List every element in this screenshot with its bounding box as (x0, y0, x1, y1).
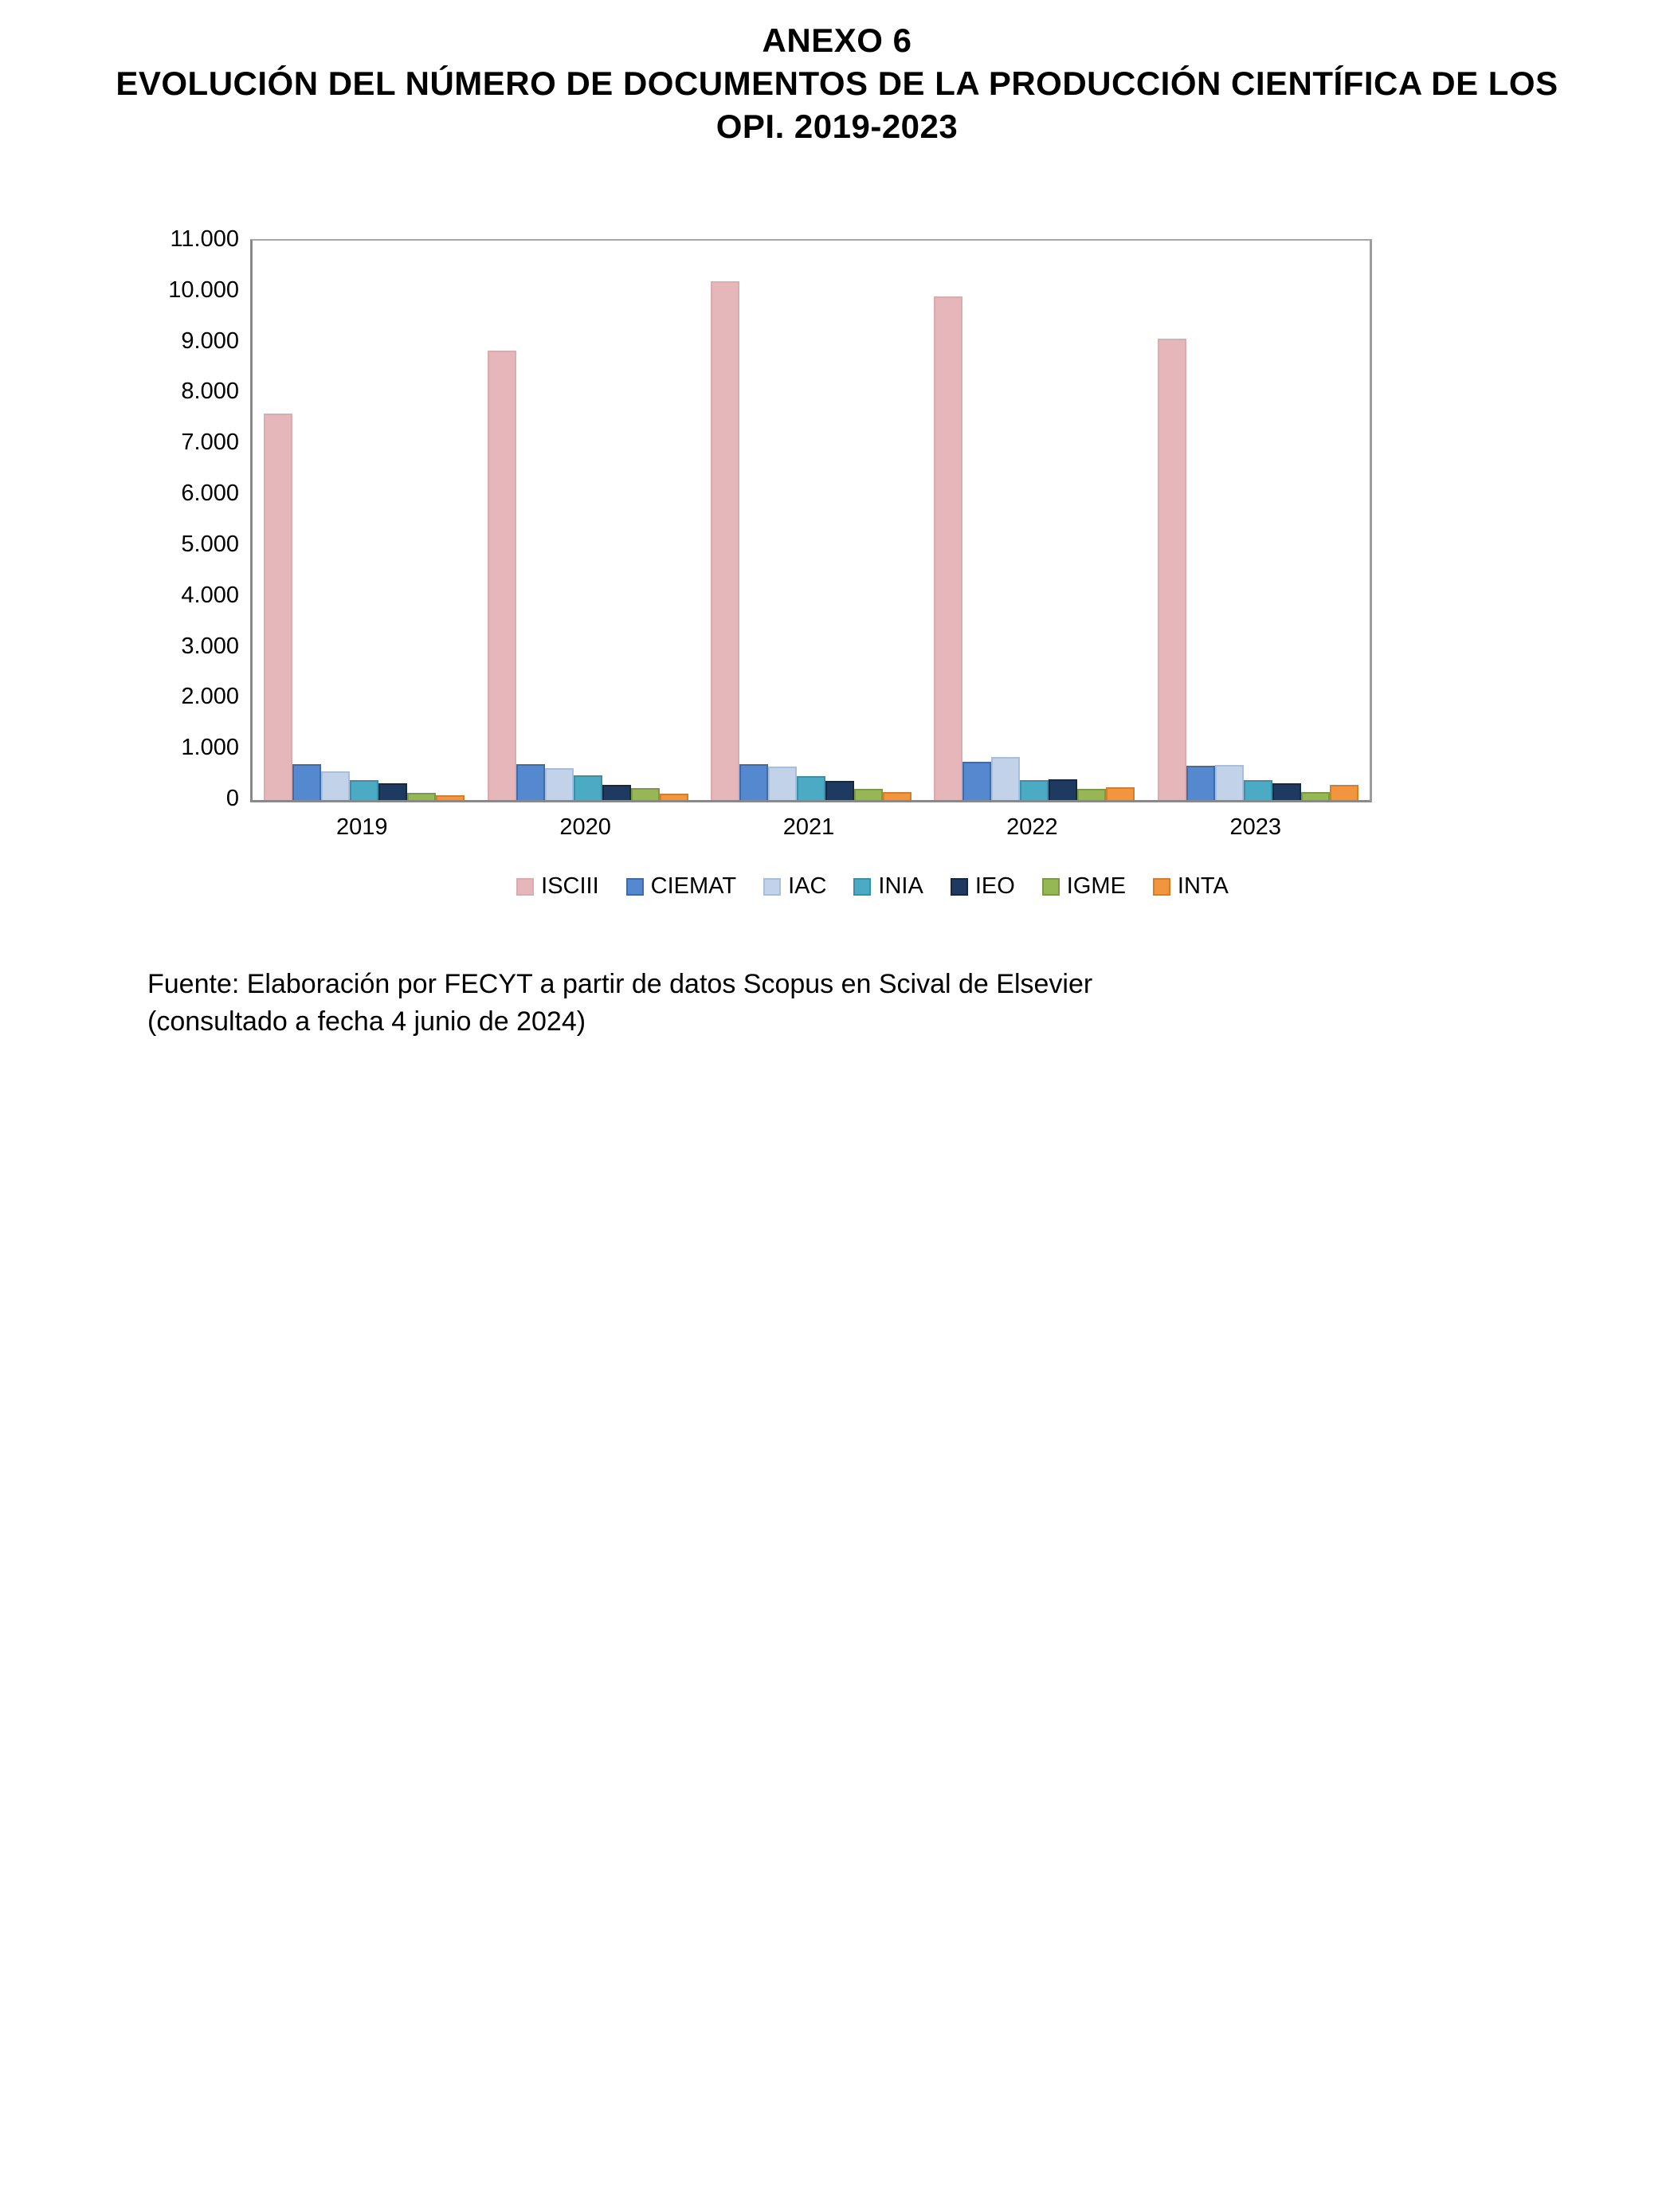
title-line-3: OPI. 2019-2023 (715, 108, 959, 145)
legend-item-igme (1042, 873, 1126, 900)
bar-isciii-2023 (1158, 339, 1186, 800)
bar-inia-2020 (574, 775, 602, 800)
y-tick-label-5000: 5.000 (181, 531, 239, 557)
legend-item-ciemat (626, 873, 736, 900)
y-axis-title (0, 512, 68, 535)
bar-inia-2023 (1244, 780, 1272, 800)
title-line-1: ANEXO 6 (762, 22, 912, 59)
bar-igme-2020 (631, 788, 660, 800)
x-axis-label-2022: 2022 (1006, 814, 1058, 840)
bar-group-2020 (476, 241, 699, 800)
legend-label-ieo: IEO (974, 873, 1015, 899)
legend-label-iac: IAC (788, 873, 827, 899)
legend-label-inta: INTA (1177, 873, 1229, 899)
bar-inia-2019 (350, 780, 378, 800)
legend-item-inta (1153, 873, 1229, 900)
bar-ciemat-2020 (516, 764, 545, 800)
legend-swatch-igme (1042, 878, 1060, 896)
legend-swatch-iac (763, 878, 781, 896)
plot-area (250, 239, 1372, 802)
x-axis-label-2021: 2021 (782, 814, 835, 840)
bar-group-2021 (700, 241, 923, 800)
legend-item-isciii (516, 873, 599, 900)
bar-group-2019 (253, 241, 476, 800)
bar-iac-2020 (545, 768, 574, 800)
bar-igme-2023 (1301, 792, 1330, 800)
bar-isciii-2019 (264, 414, 292, 800)
bar-ciemat-2023 (1186, 766, 1215, 800)
y-tick-label-0: 0 (225, 786, 239, 811)
x-axis-label-2023: 2023 (1229, 814, 1282, 840)
source-note (147, 966, 1092, 1041)
y-tick-label-8000: 8.000 (181, 378, 239, 404)
bar-igme-2022 (1077, 789, 1106, 800)
x-axis-labels (250, 814, 1367, 841)
bar-ieo-2023 (1272, 783, 1301, 800)
bar-isciii-2021 (711, 281, 739, 800)
bar-iac-2019 (321, 771, 350, 800)
y-tick-label-9000: 9.000 (181, 328, 239, 354)
x-axis-label-2020: 2020 (559, 814, 611, 840)
legend-label-igme: IGME (1066, 873, 1126, 899)
y-tick-label-6000: 6.000 (181, 480, 239, 506)
legend-item-ieo (951, 873, 1015, 900)
bar-inta-2019 (436, 795, 465, 800)
bar-iac-2021 (768, 767, 797, 800)
y-tick-label-4000: 4.000 (181, 582, 239, 608)
legend-label-ciemat: CIEMAT (650, 873, 737, 899)
y-tick-label-1000: 1.000 (181, 735, 239, 760)
bar-isciii-2020 (488, 351, 516, 800)
chart-title (0, 19, 1674, 148)
bar-group-2023 (1147, 241, 1370, 800)
y-tick-label-10000: 10.000 (168, 277, 239, 303)
bar-inia-2021 (797, 776, 825, 800)
bar-iac-2023 (1215, 765, 1244, 800)
legend-label-isciii: ISCIII (541, 873, 599, 899)
bar-ieo-2021 (825, 781, 854, 800)
title-line-2: EVOLUCIÓN DEL NÚMERO DE DOCUMENTOS DE LA PRODUCCIÓN CIENTÍFICA DE LOS (116, 65, 1558, 102)
legend-swatch-ciemat (626, 878, 644, 896)
bar-ciemat-2019 (292, 764, 321, 800)
bar-iac-2022 (991, 757, 1020, 800)
bar-inta-2020 (660, 794, 688, 800)
bar-group-2022 (923, 241, 1146, 800)
bar-ieo-2019 (378, 783, 407, 800)
x-axis-label-2019: 2019 (335, 814, 388, 840)
legend-label-inia: INIA (878, 873, 923, 899)
bar-inta-2022 (1106, 787, 1135, 800)
legend-item-inia (853, 873, 923, 900)
legend-item-iac (763, 873, 826, 900)
bar-ciemat-2021 (739, 764, 768, 800)
bar-inta-2021 (883, 792, 911, 800)
y-tick-label-3000: 3.000 (181, 633, 239, 659)
legend-swatch-ieo (951, 878, 968, 896)
legend-swatch-isciii (516, 878, 534, 896)
source-note-line-2: (consultado a fecha 4 junio de 2024) (147, 1006, 586, 1037)
y-tick-label-11000: 11.000 (170, 226, 239, 252)
legend-swatch-inta (1153, 878, 1170, 896)
bar-igme-2019 (407, 793, 436, 800)
legend (314, 873, 1431, 900)
y-tick-label-2000: 2.000 (181, 684, 239, 709)
legend-swatch-inia (853, 878, 871, 896)
bar-ieo-2020 (602, 785, 631, 800)
y-tick-label-7000: 7.000 (181, 429, 239, 455)
bar-ciemat-2022 (962, 762, 991, 800)
bar-ieo-2022 (1049, 779, 1077, 800)
bar-inia-2022 (1020, 780, 1049, 800)
bar-isciii-2022 (934, 296, 962, 800)
bar-igme-2021 (854, 789, 883, 800)
bar-inta-2023 (1330, 785, 1358, 800)
source-note-line-1: Fuente: Elaboración por FECYT a partir de datos Scopus en Scival de Elsevier (147, 969, 1093, 999)
